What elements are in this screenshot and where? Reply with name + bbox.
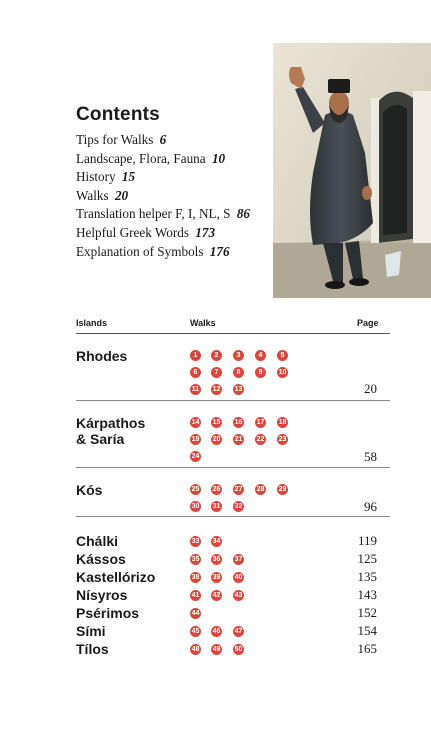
- island-name: Sími: [76, 623, 106, 639]
- walk-number-marker: 34: [212, 538, 221, 545]
- walk-number-marker: 11: [191, 386, 200, 393]
- island-page-number: 165: [357, 641, 377, 656]
- island-page-number: 119: [357, 533, 377, 548]
- monk-illustration: [273, 43, 431, 298]
- walk-number-marker: 12: [212, 386, 221, 393]
- walk-number-marker: 24: [191, 453, 200, 460]
- contents-item-label: Explanation of Symbols: [76, 243, 204, 259]
- contents-item-label: Tips for Walks: [76, 132, 154, 147]
- monk-photo: [273, 43, 431, 298]
- walk-number-marker: 42: [212, 592, 221, 599]
- walk-number-marker: 37: [234, 556, 243, 563]
- island-page-number: 125: [357, 551, 377, 566]
- island-page-number: 58: [364, 449, 377, 464]
- walk-number-marker: 47: [234, 628, 243, 635]
- walk-number-marker: 35: [191, 556, 200, 563]
- island-name: Tílos: [76, 641, 109, 657]
- island-name: Chálki: [76, 533, 119, 549]
- walk-number-marker: 10: [278, 369, 287, 376]
- contents-title: Contents: [76, 104, 160, 125]
- walk-number-marker: 38: [191, 574, 200, 581]
- walk-number-marker: 14: [191, 419, 200, 426]
- walk-number-marker: 32: [234, 503, 243, 510]
- walk-number-marker: 29: [278, 486, 287, 493]
- island-name: & Saría: [76, 431, 125, 447]
- walk-number-marker: 18: [278, 419, 287, 426]
- contents-item-label: History: [76, 169, 116, 185]
- walk-number-marker: 23: [278, 436, 287, 443]
- contents-item-page: 10: [211, 150, 226, 166]
- island-name: Nísyros: [76, 587, 128, 603]
- walk-number-marker: 19: [191, 436, 200, 443]
- island-name: Psérimos: [76, 605, 140, 621]
- island-page-number: 152: [357, 605, 377, 620]
- walk-number-marker: 40: [234, 574, 243, 581]
- islands-header: Islands: [76, 318, 108, 328]
- walk-number-marker: 16: [234, 419, 243, 426]
- walk-number-marker: 45: [191, 628, 200, 635]
- contents-item-page: 176: [209, 243, 230, 259]
- walk-number-marker: 22: [256, 436, 265, 443]
- walk-number-marker: 1: [190, 350, 201, 361]
- walk-number-marker: 43: [234, 592, 243, 599]
- island-name: Kárpathos: [76, 415, 146, 431]
- contents-item-label: Landscape, Flora, Fauna: [76, 150, 206, 166]
- walk-number-marker: 26: [212, 486, 221, 493]
- contents-item: [76, 150, 250, 169]
- island-page-number: 20: [364, 381, 377, 396]
- walk-number-marker: 30: [191, 503, 200, 510]
- contents-item: [76, 168, 250, 187]
- contents-item-page: 15: [121, 169, 136, 185]
- group-rule: [76, 400, 390, 401]
- contents-item-page: 86: [236, 206, 250, 222]
- walk-number-marker: 15: [212, 419, 221, 426]
- page-header: Page: [357, 318, 379, 328]
- walk-number-marker: 44: [191, 610, 200, 617]
- group-rule: [76, 516, 390, 517]
- island-page-number: 143: [357, 587, 377, 602]
- island-name: Kássos: [76, 551, 126, 567]
- contents-item: [76, 131, 250, 150]
- island-page-number: 154: [357, 623, 377, 638]
- walk-number-marker: 33: [191, 538, 200, 545]
- walk-number-marker: 49: [212, 646, 221, 653]
- island-name: Rhodes: [76, 348, 128, 364]
- walk-number-marker: 17: [256, 419, 265, 426]
- header-rule: [76, 333, 390, 334]
- walk-number-marker: 13: [234, 386, 243, 393]
- contents-item: [76, 243, 250, 262]
- island-name: Kastellórizo: [76, 569, 156, 585]
- contents-item: [76, 187, 250, 206]
- walk-number-marker: 6: [190, 367, 201, 378]
- island-page-number: 96: [364, 499, 377, 514]
- walk-number-marker: 8: [233, 367, 244, 378]
- contents-item-label: Walks: [76, 187, 109, 203]
- walk-number-marker: 39: [212, 574, 221, 581]
- contents-item-page: 173: [195, 224, 216, 240]
- group-rule: [76, 467, 390, 468]
- walk-number-marker: 48: [191, 646, 200, 653]
- walk-number-marker: 5: [277, 350, 288, 361]
- island-name: Kós: [76, 482, 103, 498]
- walk-number-marker: 27: [234, 486, 243, 493]
- walk-number-marker: 28: [256, 486, 265, 493]
- walk-number-marker: 25: [191, 486, 200, 493]
- island-page-number: 135: [357, 569, 377, 584]
- walks-header: Walks: [190, 318, 216, 328]
- walk-number-marker: 20: [212, 436, 221, 443]
- walk-number-marker: 7: [211, 367, 222, 378]
- walk-number-marker: 2: [211, 350, 222, 361]
- contents-item-label: Translation helper F, I, NL, S: [76, 206, 231, 222]
- contents-item: [76, 205, 250, 224]
- walk-number-marker: 3: [233, 350, 244, 361]
- contents-item: [76, 224, 250, 243]
- walk-number-marker: 4: [255, 350, 266, 361]
- walk-number-marker: 21: [234, 436, 243, 443]
- walk-number-marker: 9: [255, 367, 266, 378]
- contents-list: [76, 131, 250, 261]
- walk-number-marker: 41: [191, 592, 200, 599]
- walk-number-marker: 36: [212, 556, 221, 563]
- walk-number-marker: 46: [212, 628, 221, 635]
- contents-item-page: 20: [114, 187, 129, 203]
- contents-item-page: 6: [159, 132, 167, 147]
- walk-number-marker: 31: [212, 503, 221, 510]
- contents-item-label: Helpful Greek Words: [76, 224, 189, 240]
- walk-number-marker: 50: [234, 646, 243, 653]
